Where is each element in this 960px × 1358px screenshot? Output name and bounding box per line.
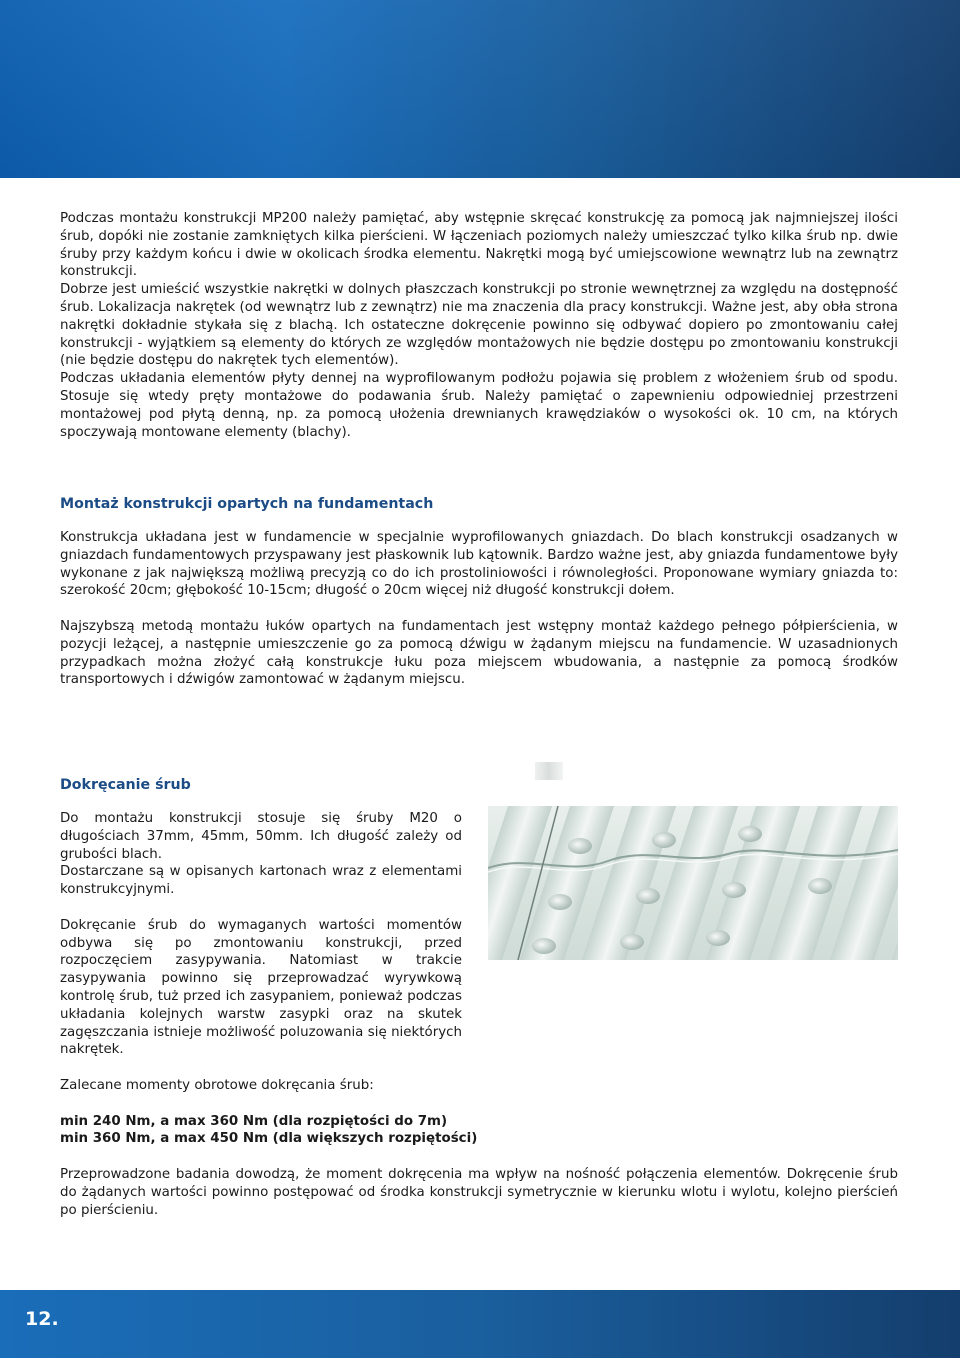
corrugated-steel-illustration [488,806,898,960]
intro-paragraph-3: Podczas układania elementów płyty dennej na wyprofilowanym podłożu pojawia się problem z włożeniem śrub od spodu. Stosuje się wtedy pręty montażowe do podawania śrub. Należy pamiętać o zapewnieniu odpowiedniej przestrzeni montażowej pod płytą denną, np. za pomocą ułożenia drewnianych krawędziaków o wysokości ok. 10 cm, na których spoczywają montowane elementy (blachy). [60,371,898,440]
torque-intro: Zalecane momenty obrotowe dokręcania śrub: [60,1078,374,1093]
intro-paragraph-2: Dobrze jest umieścić wszystkie nakrętki w dolnych płaszczach konstrukcji po stronie wewnętrznej za względu na dostępność śrub. Lokalizacja nakrętek (od wewnątrz lub z zewnątrz) nie ma znaczenia dla pracy konstrukcji. Ważne jest, aby obła strona nakrętki dokładnie stykała się z blachą. Ich ostateczne dokręcenie powinno się odbywać dopiero po zmontowaniu całej konstrukcji - wyjątkiem są elementy do których ze względów montażowych nie będzie dostępu po zmontowaniu konstrukcji (nie będzie dostępu do nakrętek tych elementów). [60,282,898,369]
torque-range-1: min 240 Nm, a max 360 Nm (dla rozpiętości do 7m) [60,1113,448,1129]
intro-section [60,210,898,441]
torque-range-2: min 360 Nm, a max 450 Nm (dla większych rozpiętości) [60,1131,478,1147]
bolts-paragraph-2: Dokręcanie śrub do wymaganych wartości momentów odbywa się po zmontowaniu konstrukcji, przed rozpoczęciem zasypywania. Natomiast w trakcie zasypywania powinno się przeprowadzać wyrywkową kontrolę śrub, tuż przed ich zasypaniem, ponieważ podczas układania kolejnych warstw zasypki oraz na skutek zagęszczania istnieje możliwość poluzowania się niektórych nakrętek. [60,917,462,1058]
foundation-paragraph-1: Konstrukcja układana jest w fundamencie w specjalnie wyprofilowanych gniazdach. Do blach konstrukcji osadzanych w gniazdach fundamentowych przyspawany jest płaskownik lub kątownik. Bardzo ważne jest, aby gniazda fundamentowe były wykonane z jak największą możliwą precyzją co do ich prostoliniowości i równoległości. Proponowane wymiary gniazda to: szerokość 20cm; głębokość 10-15cm; długość o 20cm więcej niż długość konstrukcji dołem. [60,530,898,599]
foundation-section [60,495,898,689]
foundation-heading: Montaż konstrukcji opartych na fundamentach [60,496,434,512]
bolts-paragraph-1: Do montażu konstrukcji stosuje się śruby M20 o długościach 37mm, 45mm, 50mm. Ich długość zależy od grubości blach. [60,811,462,862]
bolts-paragraph-1b: Dostarczane są w opisanych kartonach wraz z elementami konstrukcyjnymi. [60,864,462,898]
bolts-heading: Dokręcanie śrub [60,777,191,793]
intro-paragraph-1: Podczas montażu konstrukcji MP200 należy pamiętać, aby wstępnie skręcać konstrukcję za pomocą jak najmniejszej ilości śrub, dopóki nie zostanie zamkniętych kilka pierścieni. W łączeniach poziomych należy umieszczać tylko kilka śrub np. dwie śruby przy każdym końcu i dwie w okolicach środka elementu. Nakrętki mogą być umiejscowione wewnątrz lub na zewnątrz konstrukcji. [60,211,898,280]
photo-fragment [535,762,563,780]
torque-section [60,1077,898,1219]
bottom-banner [0,1290,960,1358]
bolts-text-column [60,810,462,1059]
page-number: 12. [25,1308,59,1330]
corrugated-steel-bolts-photo [488,806,898,960]
bolts-paragraph-3: Przeprowadzone badania dowodzą, że moment dokręcenia ma wpływ na nośność połączenia elementów. Dokręcenie śrub do żądanych wartości powinno postępować od środka konstrukcji symetrycznie w kierunku wlotu i wylotu, kolejno pierścień po pierścieniu. [60,1166,898,1218]
top-banner [0,0,960,178]
foundation-paragraph-2: Najszybszą metodą montażu łuków opartych na fundamentach jest wstępny montaż każdego pełnego półpierścienia, w pozycji leżącej, a następnie umieszczenie go za pomocą dźwigu w żądanym miejscu na fundamencie. W uzasadnionych przypadkach można złożyć całą konstrukcje łuku poza miejscem wbudowania, a następnie za pomocą środków transportowych i dźwigów zamontować w żądanym miejscu. [60,618,898,688]
